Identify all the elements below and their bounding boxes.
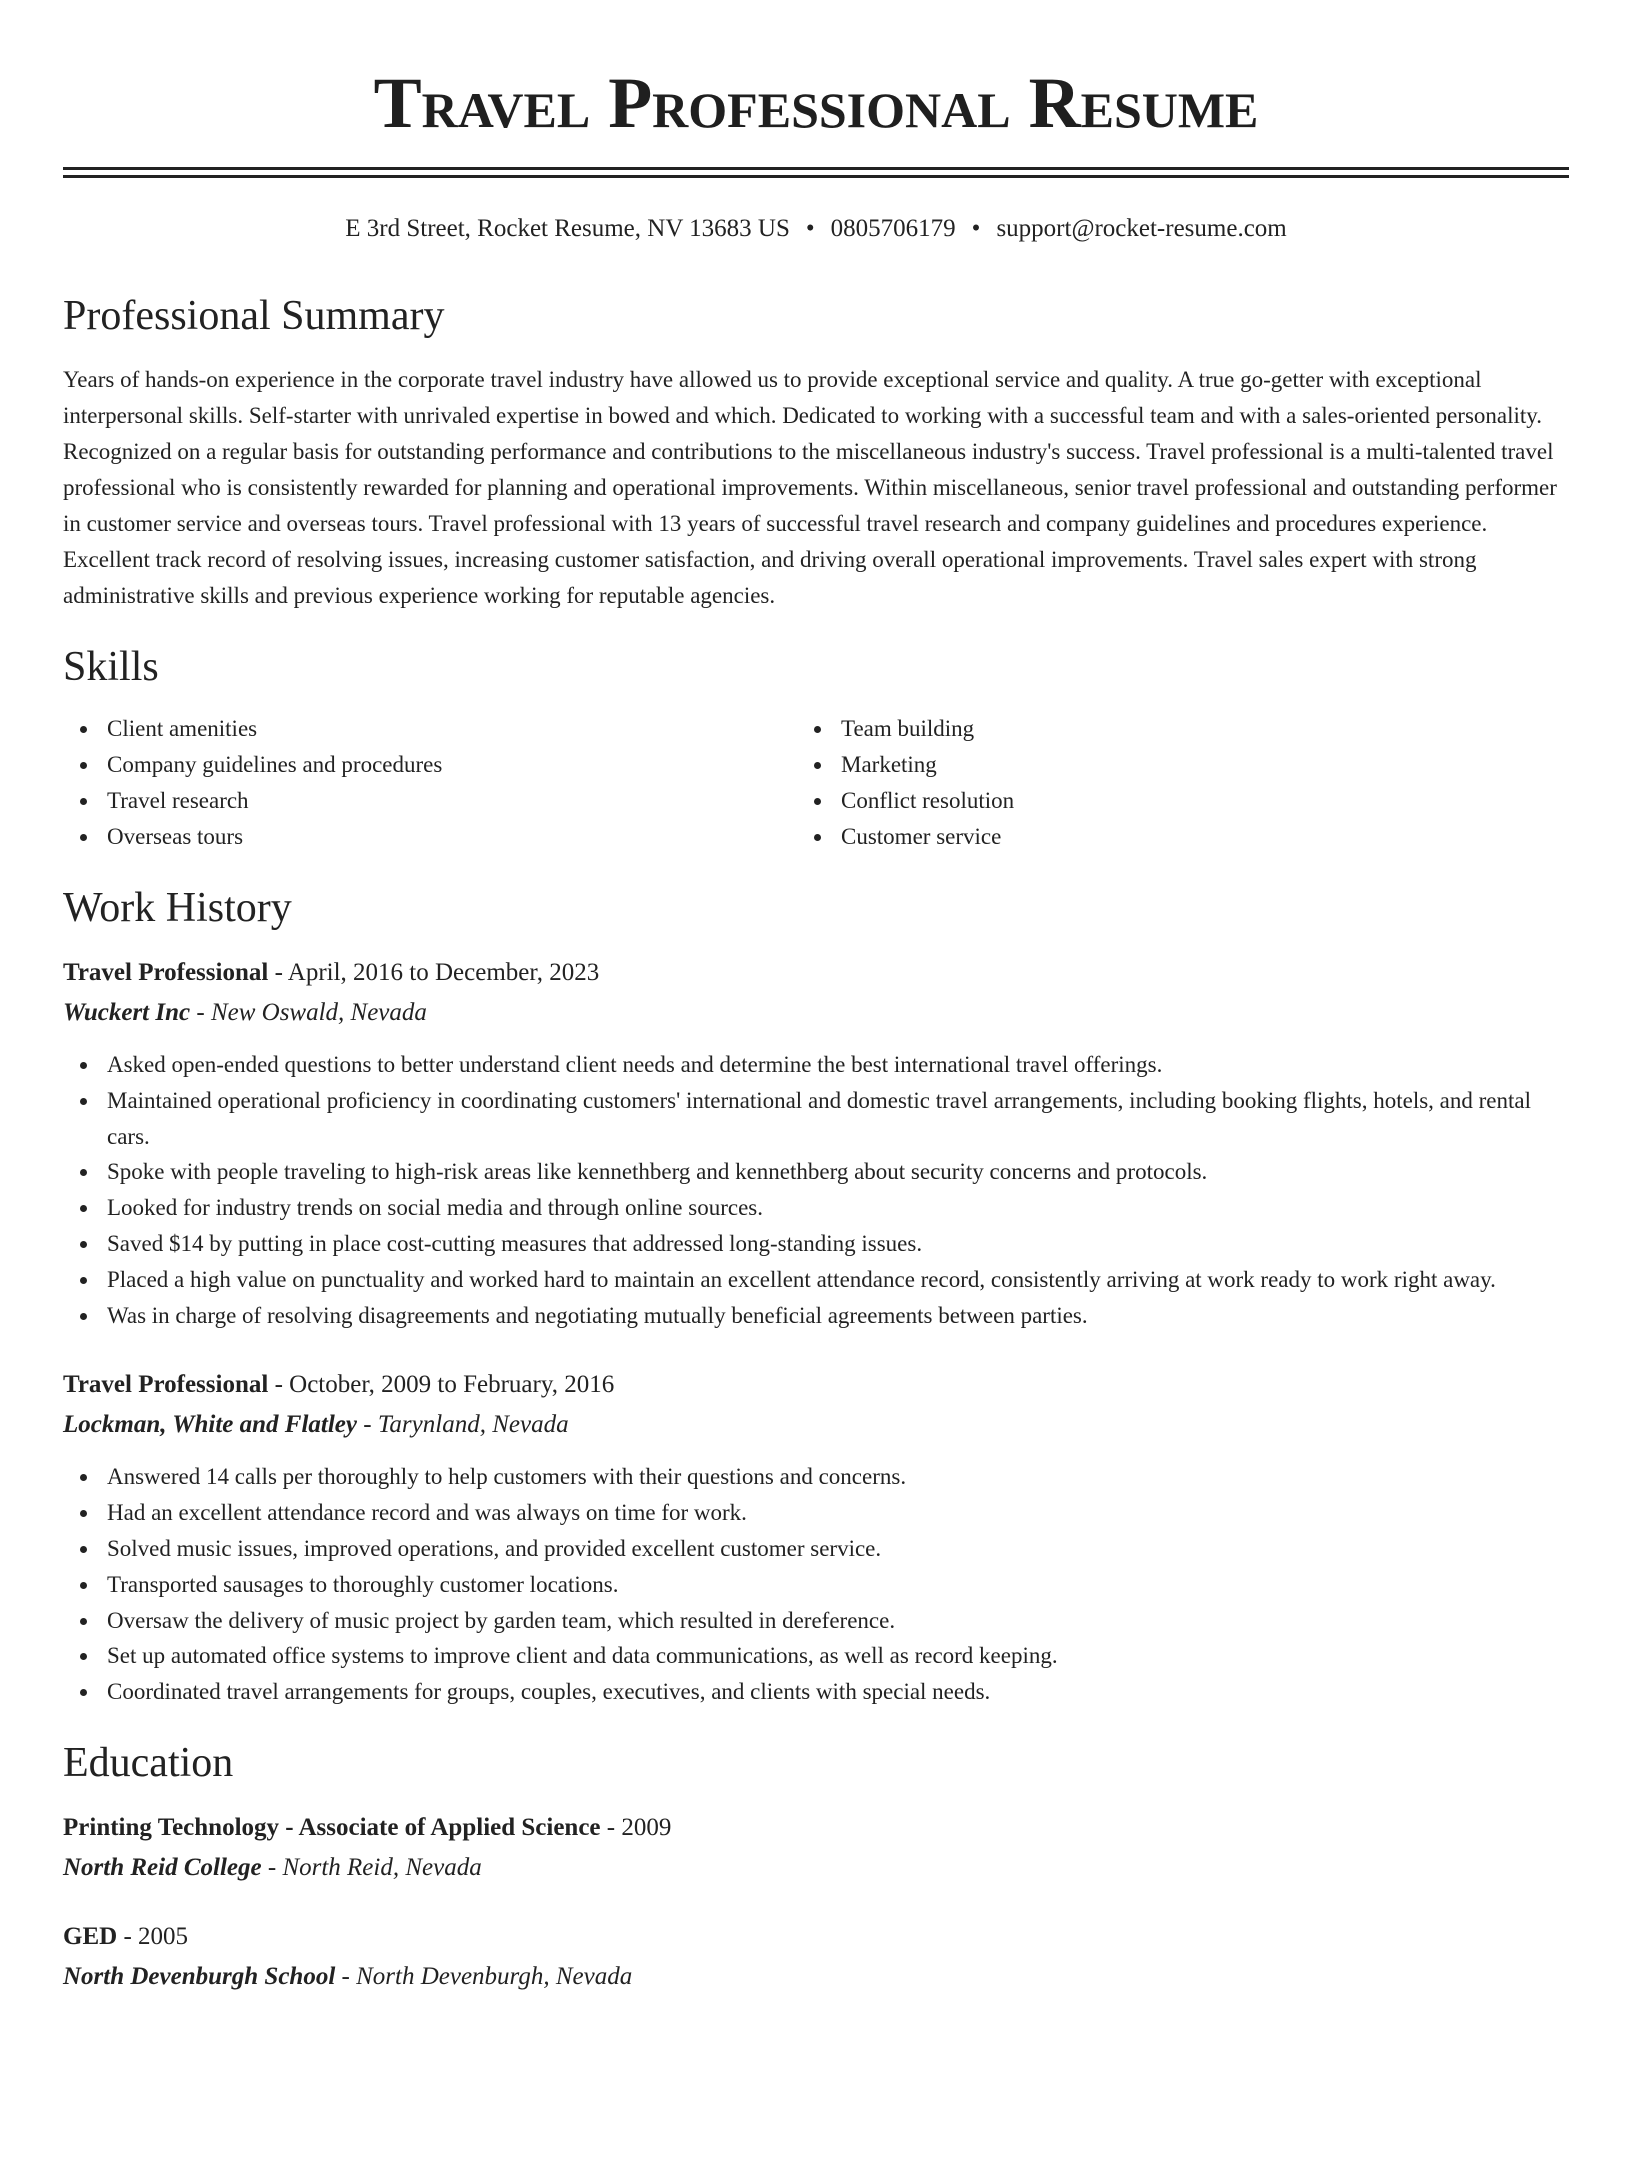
contact-phone: 0805706179 bbox=[830, 215, 956, 242]
company-name: Wuckert Inc bbox=[63, 999, 191, 1026]
job-title: Travel Professional bbox=[63, 1371, 269, 1399]
job-duties-list bbox=[63, 1459, 1569, 1710]
graduation-year: 2005 bbox=[138, 1922, 189, 1950]
company-line bbox=[63, 1405, 1569, 1445]
education-entry bbox=[63, 1808, 1569, 1888]
school-location: North Devenburgh, Nevada bbox=[356, 1962, 633, 1990]
skill-item: Conflict resolution bbox=[797, 783, 1569, 819]
degree-line bbox=[63, 1917, 1569, 1957]
job-duties-list bbox=[63, 1047, 1569, 1333]
separator: - bbox=[600, 1813, 622, 1841]
skill-item: Customer service bbox=[797, 819, 1569, 855]
job-duty: Transported sausages to thoroughly customer locations. bbox=[63, 1567, 1569, 1603]
skill-item: Team building bbox=[797, 711, 1569, 747]
degree-line bbox=[63, 1808, 1569, 1848]
company-line bbox=[63, 993, 1569, 1033]
skills-list bbox=[63, 711, 1569, 855]
company-name: Lockman, White and Flatley bbox=[63, 1411, 357, 1439]
job-title: Travel Professional bbox=[63, 959, 269, 986]
resume-page bbox=[0, 59, 1632, 1997]
separator: - bbox=[261, 1853, 283, 1881]
separator: - bbox=[335, 1962, 357, 1990]
job-duty: Oversaw the delivery of music project by garden team, which resulted in dereference. bbox=[63, 1603, 1569, 1639]
separator: - bbox=[268, 959, 288, 986]
job-duty: Maintained operational proficiency in coordinating customers' international and domestic travel arrangements, including booking flights, hotels, and rental cars. bbox=[63, 1083, 1569, 1155]
skill-item: Marketing bbox=[797, 747, 1569, 783]
job-title-line bbox=[63, 1365, 1569, 1405]
job-duty: Spoke with people traveling to high-risk areas like kennethberg and kennethberg about security concerns and protocols. bbox=[63, 1154, 1569, 1190]
job-duty: Saved $14 by putting in place cost-cutting measures that addressed long-standing issues. bbox=[63, 1226, 1569, 1262]
separator: - bbox=[190, 999, 211, 1026]
job-entry bbox=[63, 953, 1569, 1333]
job-duty: Answered 14 calls per thoroughly to help customers with their questions and concerns. bbox=[63, 1459, 1569, 1495]
degree-name: GED bbox=[63, 1922, 118, 1950]
school-name: North Devenburgh School bbox=[63, 1962, 336, 1990]
job-duty: Coordinated travel arrangements for groups, couples, executives, and clients with special needs. bbox=[63, 1674, 1569, 1710]
job-duty: Solved music issues, improved operations, and provided excellent customer service. bbox=[63, 1531, 1569, 1567]
company-location: New Oswald, Nevada bbox=[210, 999, 427, 1026]
resume-title: Travel Professional Resume bbox=[373, 63, 1259, 143]
school-line bbox=[63, 1957, 1569, 1997]
work-history-heading: Work History bbox=[63, 885, 292, 931]
title-double-rule bbox=[63, 167, 1569, 178]
contact-address: E 3rd Street, Rocket Resume, NV 13683 US bbox=[345, 215, 790, 242]
job-title-line bbox=[63, 953, 1569, 993]
company-location: Tarynland, Nevada bbox=[377, 1411, 569, 1439]
contact-line bbox=[63, 211, 1569, 247]
school-location: North Reid, Nevada bbox=[282, 1853, 482, 1881]
summary-heading: Professional Summary bbox=[63, 293, 445, 339]
summary-text: Years of hands-on experience in the corporate travel industry have allowed us to provide exceptional service and quality. A true go-getter with exceptional interpersonal skills. Self-starter with unrivaled expertise in bowed and which. Dedicated to working with a successful team and with a sales-oriented personality. Recognized on a regular basis for outstanding performance and contributions to the miscellaneous industry's success. Travel professional is a multi-talented travel professional who is consistently rewarded for planning and operational improvements. Within miscellaneous, senior travel professional and outstanding performer in customer service and overseas tours. Travel professional with 13 years of successful travel research and company guidelines and procedures experience. Excellent track record of resolving issues, increasing customer satisfaction, and driving overall operational improvements. Travel sales expert with strong administrative skills and previous experience working for reputable agencies. bbox=[63, 367, 1557, 608]
degree-name: Printing Technology - Associate of Applied Science bbox=[63, 1813, 601, 1841]
contact-separator: • bbox=[971, 215, 981, 242]
skill-item: Company guidelines and procedures bbox=[63, 747, 797, 783]
job-duty: Placed a high value on punctuality and worked hard to maintain an excellent attendance record, consistently arriving at work ready to work right away. bbox=[63, 1262, 1569, 1298]
job-duty: Asked open-ended questions to better understand client needs and determine the best international travel offerings. bbox=[63, 1047, 1569, 1083]
school-line bbox=[63, 1848, 1569, 1888]
job-entry bbox=[63, 1365, 1569, 1710]
skill-item: Travel research bbox=[63, 783, 797, 819]
job-duty: Looked for industry trends on social media and through online sources. bbox=[63, 1190, 1569, 1226]
separator: - bbox=[117, 1922, 139, 1950]
job-duty: Was in charge of resolving disagreements and negotiating mutually beneficial agreements between parties. bbox=[63, 1298, 1569, 1334]
job-duty: Had an excellent attendance record and was always on time for work. bbox=[63, 1495, 1569, 1531]
job-dates: April, 2016 to December, 2023 bbox=[287, 959, 600, 986]
skills-heading: Skills bbox=[63, 644, 159, 690]
job-duty: Set up automated office systems to improve client and data communications, as well as record keeping. bbox=[63, 1638, 1569, 1674]
education-heading: Education bbox=[63, 1739, 234, 1786]
education-entry bbox=[63, 1917, 1569, 1997]
separator: - bbox=[268, 1371, 290, 1399]
contact-email: support@rocket-resume.com bbox=[996, 215, 1287, 242]
skill-item: Client amenities bbox=[63, 711, 797, 747]
skill-item: Overseas tours bbox=[63, 819, 797, 855]
graduation-year: 2009 bbox=[621, 1813, 672, 1841]
school-name: North Reid College bbox=[63, 1853, 262, 1881]
contact-separator: • bbox=[805, 215, 815, 242]
separator: - bbox=[357, 1411, 378, 1439]
job-dates: October, 2009 to February, 2016 bbox=[289, 1371, 615, 1399]
